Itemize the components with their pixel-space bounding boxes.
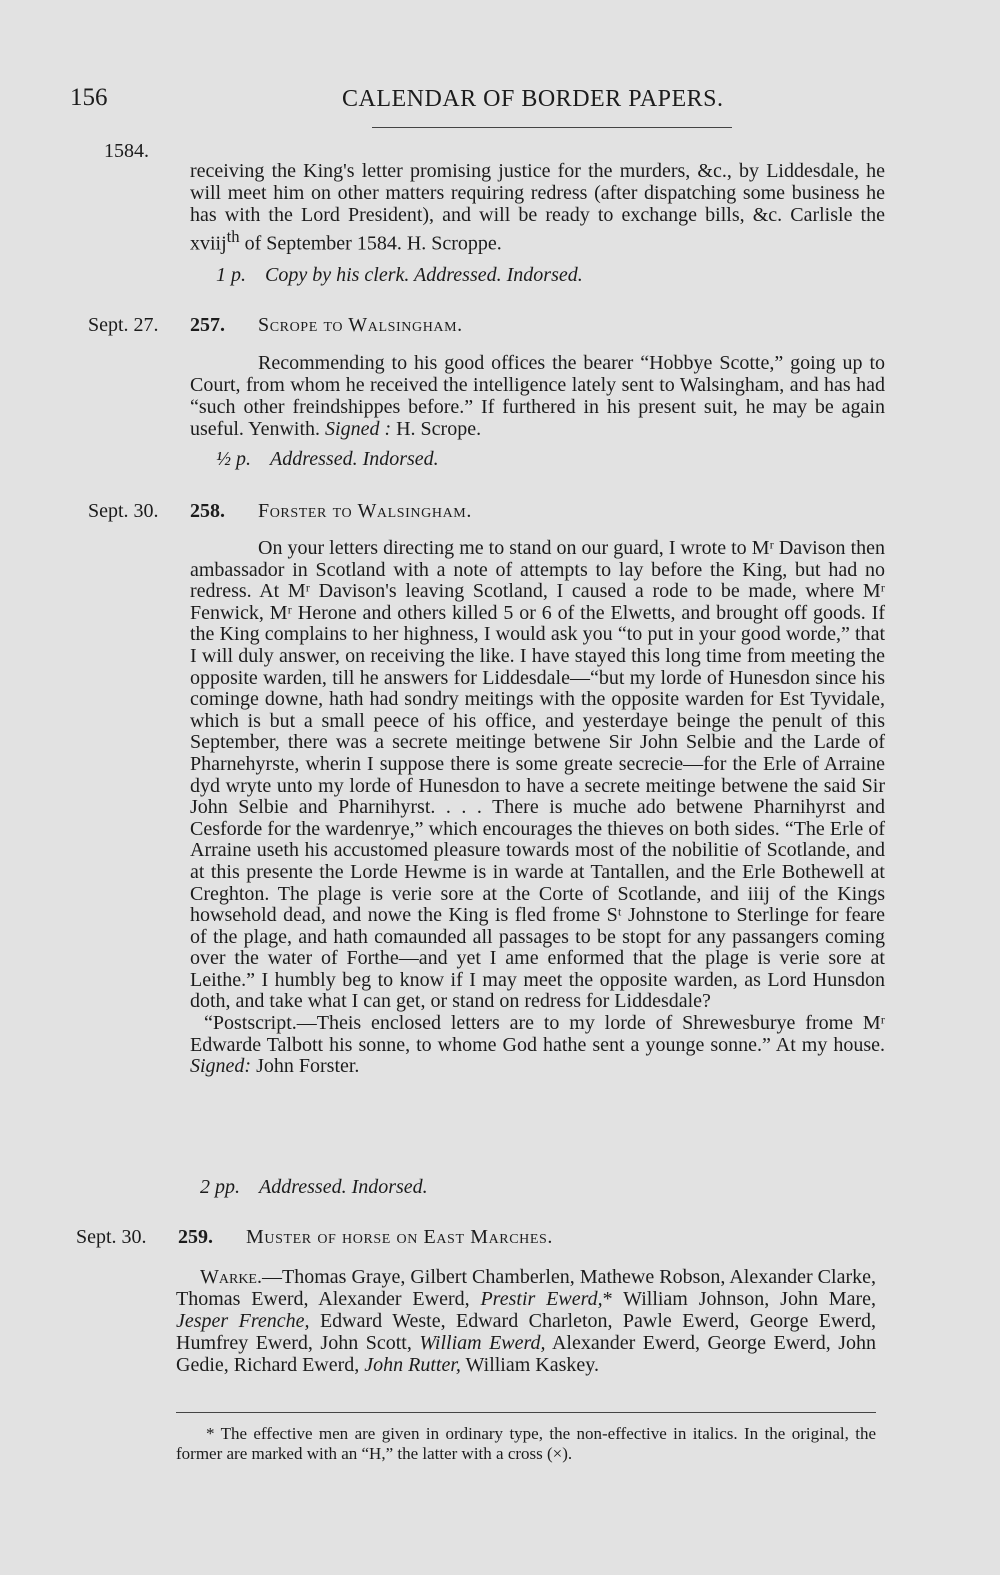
entry-257-number: 257. — [190, 314, 225, 336]
entry-259-number: 259. — [178, 1226, 213, 1248]
entry-257-title: Scrope to Walsingham. — [258, 314, 463, 336]
header-rule — [372, 127, 732, 128]
continuation-text: receiving the King's letter promising justice for the murders, &c., by Liddesdale, he will meet him on other matters requiring redress (after dispatching some business he has with the Lord President), and will be ready to exchange bills, &c. Carlisle the xviij$^{th}$ of September 1584. H. Scroppe. — [190, 160, 885, 255]
entry-257-date: Sept. 27. — [88, 314, 159, 336]
entry-258-date: Sept. 30. — [88, 500, 159, 522]
muster-text: * William Johnson, John Mare, — [602, 1288, 876, 1310]
muster-name-noneffective: Jesper Frenche, — [176, 1310, 310, 1332]
muster-text: Edward Weste, Edward Charleton, Pawle Ewerd, George Ewerd, Humfrey Ewerd, John Scott, — [176, 1310, 876, 1354]
entry-258-paragraph-2: “Postscript.—Theis enclosed letters are to my lorde of Shrewesburye frome Mʳ Edwarde Talbott his sonne, to whome God hathe sent a younge sonne.” At my house. Signed: John Forster. — [190, 1012, 885, 1078]
entry-257-text: Recommending to his good offices the bearer “Hobbye Scotte,” going up to Court, from whom he received the intelligence lately sent to Walsingham, and has had “such other freindshippes before.” If furthered in his present suit, he may be again useful. Yenwith. Signed : H. Scrope. — [190, 352, 885, 440]
footnote: * The effective men are given in ordinary type, the non-effective in italics. In the original, the former are marked with an “H,” the latter with a cross (×). — [176, 1424, 876, 1463]
muster-text: —Thomas Graye, Gilbert Chamberlen, Mathewe Robson, Alexander Clarke, Thomas Ewerd, Alexander Ewerd, — [176, 1266, 876, 1310]
year-margin: 1584. — [104, 140, 149, 162]
continuation-note: 1 p. Copy by his clerk. Addressed. Indorsed. — [216, 264, 583, 286]
entry-258-note: 2 pp. Addressed. Indorsed. — [200, 1176, 428, 1198]
footnote-rule — [176, 1412, 876, 1413]
muster-name-noneffective: Prestir Ewerd, — [480, 1288, 603, 1310]
page-header — [70, 84, 940, 124]
running-title: CALENDAR OF BORDER PAPERS. — [342, 86, 724, 112]
muster-name-noneffective: John Rutter, — [364, 1354, 461, 1376]
entry-259-text — [176, 1266, 876, 1376]
entry-258-title: Forster to Walsingham. — [258, 500, 472, 522]
muster-names — [176, 1266, 876, 1376]
entry-258-number: 258. — [190, 500, 225, 522]
muster-text: William Kaskey. — [460, 1354, 599, 1376]
muster-lead: Warke. — [200, 1266, 262, 1288]
muster-text: Alexander Ewerd, George Ewerd, John Gedie, Richard Ewerd, — [176, 1332, 876, 1376]
entry-259-title: Muster of horse on East Marches. — [246, 1226, 554, 1248]
page-number: 156 — [70, 84, 108, 111]
muster-name-noneffective: William Ewerd, — [419, 1332, 546, 1354]
entry-258-paragraph-1: On your letters directing me to stand on our guard, I wrote to Mʳ Davison then ambassador in Scotland with a note of attempts to lay before the King, but had no redress. At Mʳ Davison's leaving Scotland, I caused a rode to be made, where Mʳ Fenwick, Mʳ Herone and others killed 5 or 6 of the Elwetts, and brought off goods. If the King complains to her highness, I would ask you “to put in your good worde,” that I will duly answer, on receiving the like. I have stayed this long time from meeting the opposite warden, till he answers for Liddesdale—“but my lorde of Hunesdon since his cominge downe, hath had sondry meitings with the opposite warden for Est Tyvidale, which is but a small peece of his office, and yesterdaye beinge the penult of this September, there was a secrete meitinge betwene Sir John Selbie and the Larde of Pharnehyrste, wherin I suppose there is some greate secrecie—for the Erle of Arraine dyd wryte unto my lorde of Hunesdon to have a secrete meitinge betwene the said Sir John Selbie and Pharnihyrst. . . . There is muche ado betwene Pharnihyrst and Cesforde for the wardenrye,” which encourages the thieves on both sides. “The Erle of Arraine useth his accustomed pleasure towards most of the nobilitie of Scotlande, and at this presente the Lorde Hewme is in warde at Tantallen, and the Erle Bothewell at Creghton. The plage is verie sore at the Corte of Scotlande, and iiij of the Kings howsehold dead, and nowe the King is fled frome Sᵗ Johnstone to Sterlinge for feare of the plage, and hath comaunded all passages to be stopt for any passangers coming over the water of Forthe—and yet I ame enformed that the plage is verie sore at Leithe.” I humbly beg to know if I may meet the opposite warden, as Lord Hunsdon doth, and take what I can get, or stand on redress for Liddesdale? — [190, 537, 885, 1013]
entry-259-date: Sept. 30. — [76, 1226, 147, 1248]
entry-257-note: ½ p. Addressed. Indorsed. — [216, 448, 439, 470]
entry-258-text — [190, 538, 885, 1078]
